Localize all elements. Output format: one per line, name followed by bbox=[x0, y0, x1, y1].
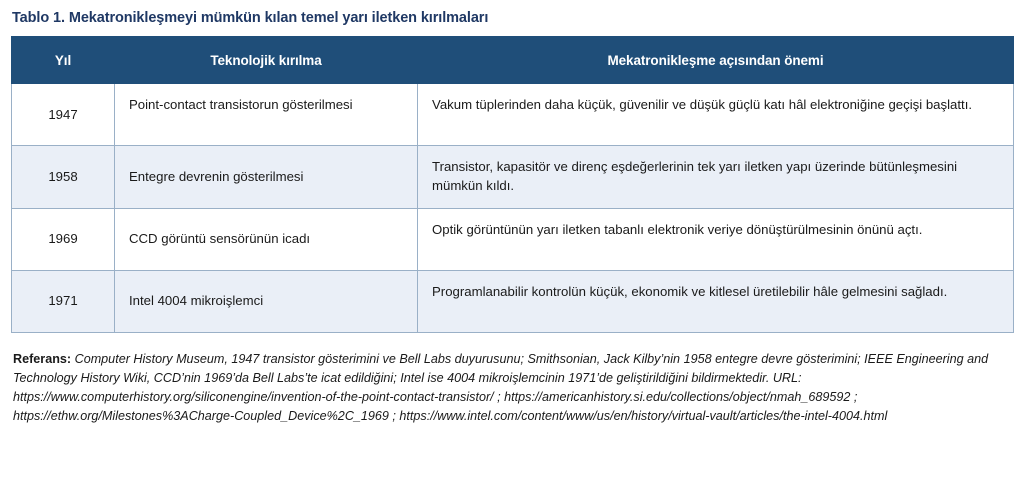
reference-note bbox=[13, 350, 1003, 426]
cell-breakthrough: Intel 4004 mikroişlemci bbox=[115, 270, 418, 332]
column-header-breakthrough: Teknolojik kırılma bbox=[115, 37, 418, 84]
cell-importance: Optik görüntünün yarı iletken tabanlı elektronik veriye dönüştürülmesinin önünü açtı. bbox=[418, 208, 1014, 270]
cell-importance: Transistor, kapasitör ve direnç eşdeğerlerinin tek yarı iletken yapı üzerinde bütünleşmesini mümkün kıldı. bbox=[418, 146, 1014, 208]
cell-year: 1947 bbox=[12, 84, 115, 146]
cell-breakthrough: CCD görüntü sensörünün icadı bbox=[115, 208, 418, 270]
cell-importance: Vakum tüplerinden daha küçük, güvenilir ve düşük güçlü katı hâl elektroniğine geçişi başlattı. bbox=[418, 84, 1014, 146]
cell-importance: Programlanabilir kontrolün küçük, ekonomik ve kitlesel üretilebilir hâle gelmesini sağladı. bbox=[418, 270, 1014, 332]
reference-label: Referans: bbox=[13, 351, 72, 366]
table-row bbox=[12, 84, 1014, 146]
table-row bbox=[12, 208, 1014, 270]
cell-year: 1971 bbox=[12, 270, 115, 332]
cell-breakthrough: Entegre devrenin gösterilmesi bbox=[115, 146, 418, 208]
semiconductor-breakthroughs-table bbox=[11, 36, 1014, 332]
cell-year: 1969 bbox=[12, 208, 115, 270]
table-header-row bbox=[12, 37, 1014, 84]
table-row bbox=[12, 270, 1014, 332]
table-row bbox=[12, 146, 1014, 208]
column-header-importance: Mekatronikleşme açısından önemi bbox=[418, 37, 1014, 84]
table-caption: Tablo 1. Mekatronikleşmeyi mümkün kılan temel yarı iletken kırılmaları bbox=[12, 10, 489, 26]
reference-text: Computer History Museum, 1947 transistor gösterimini ve Bell Labs duyurusunu; Smithsonian, Jack Kilby’nin 1958 entegre devre gösterimini; IEEE Engineering and Technology History Wiki, CCD’nin 1969’da Bell Labs’te icat edildiğini; Intel ise 4004 mikroişlemcinin 1971’de geliştirildiğini bildirmektedir. URL: https://www.computerhistory.org/siliconengine/invention-of-the-point-contact-transistor/ ; https://americanhistory.si.edu/collections/object/nmah_689592 ; https://ethw.org/Milestones%3ACharge-Coupled_Device%2C_1969 ; https://www.intel.com/content/www/us/en/history/virtual-vault/articles/the-intel-4004.html bbox=[13, 351, 989, 423]
column-header-year: Yıl bbox=[12, 37, 115, 84]
cell-breakthrough: Point-contact transistorun gösterilmesi bbox=[115, 84, 418, 146]
cell-year: 1958 bbox=[12, 146, 115, 208]
